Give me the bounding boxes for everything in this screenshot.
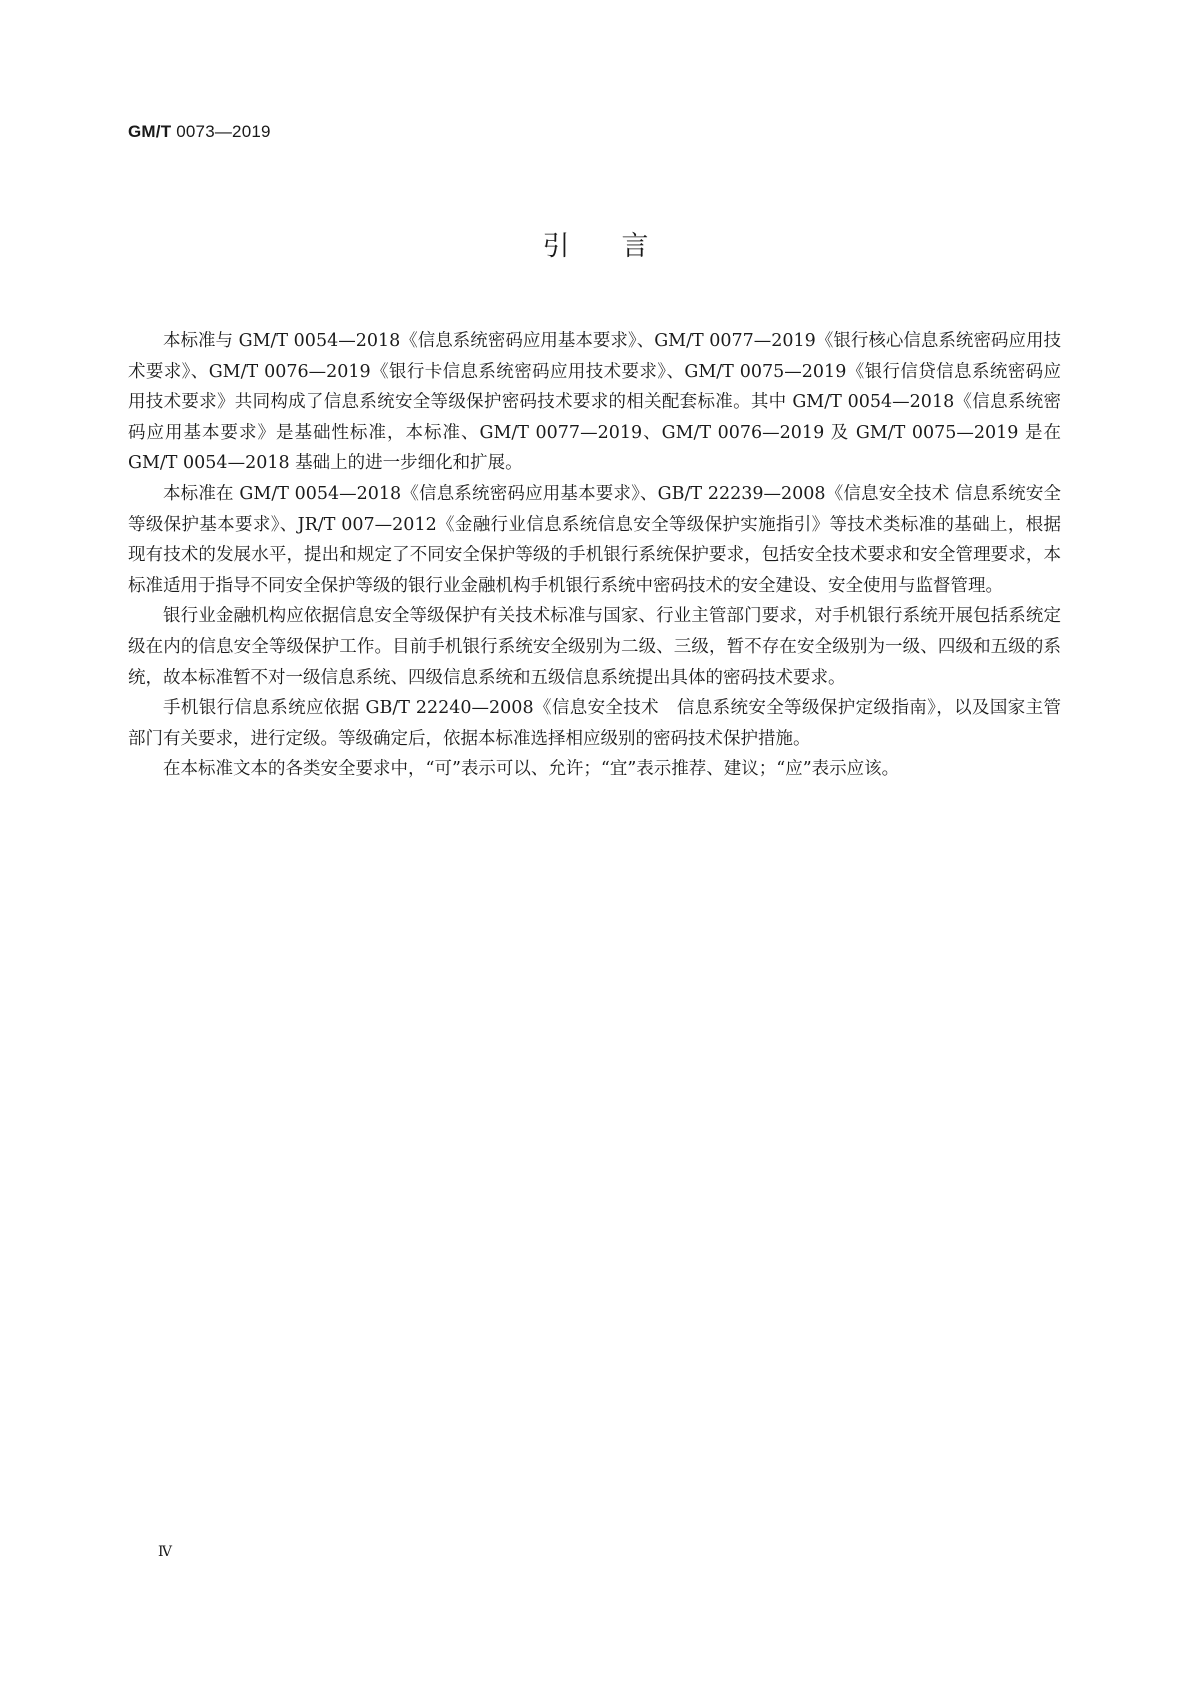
page-number: Ⅳ [158, 1545, 172, 1560]
paragraph: 手机银行信息系统应依据 GB/T 22240—2008《信息安全技术 信息系统安全等级保护定级指南》，以及国家主管部门有关要求，进行定级。等级确定后，依据本标准选择相应级别的密码技术保护措施。 [128, 698, 1061, 749]
standard-number: 0073—2019 [176, 122, 271, 141]
page-title: 引言 [542, 231, 701, 262]
standard-prefix: GM/T [128, 122, 172, 141]
paragraph: 在本标准文本的各类安全要求中，“可”表示可以、允许；“宜”表示推荐、建议；“应”表示应该。 [163, 759, 900, 780]
paragraph: 银行业金融机构应依据信息安全等级保护有关技术标准与国家、行业主管部门要求，对手机银行系统开展包括系统定级在内的信息安全等级保护工作。目前手机银行系统安全级别为二级、三级，暂不存在安全级别为一级、四级和五级的系统，故本标准暂不对一级信息系统、四级信息系统和五级信息系统提出具体的密码技术要求。 [128, 606, 1061, 688]
document-code [128, 122, 271, 142]
paragraph: 本标准在 GM/T 0054—2018《信息系统密码应用基本要求》、GB/T 22239—2008《信息安全技术 信息系统安全等级保护基本要求》、JR/T 007—2012《金融行业信息系统信息安全等级保护实施指引》等技术类标准的基础上，根据现有技术的发展水平，提出和规定了不同安全保护等级的手机银行系统保护要求，包括安全技术要求和安全管理要求，本标准适用于指导不同安全保护等级的银行业金融机构手机银行系统中密码技术的安全建设、安全使用与监督管理。 [128, 483, 1061, 596]
paragraph: 本标准与 GM/T 0054—2018《信息系统密码应用基本要求》、GM/T 0077—2019《银行核心信息系统密码应用技术要求》、GM/T 0076—2019《银行卡信息系统密码应用技术要求》、GM/T 0075—2019《银行信贷信息系统密码应用技术要求》共同构成了信息系统安全等级保护密码技术要求的相关配套标准。其中 GM/T 0054—2018《信息系统密码应用基本要求》是基础性标准，本标准、GM/T 0077—2019、GM/T 0076—2019 及 GM/T 0075—2019 是在 GM/T 0054—2018 基础上的进一步细化和扩展。 [128, 331, 1061, 474]
introduction-body [128, 326, 1061, 785]
